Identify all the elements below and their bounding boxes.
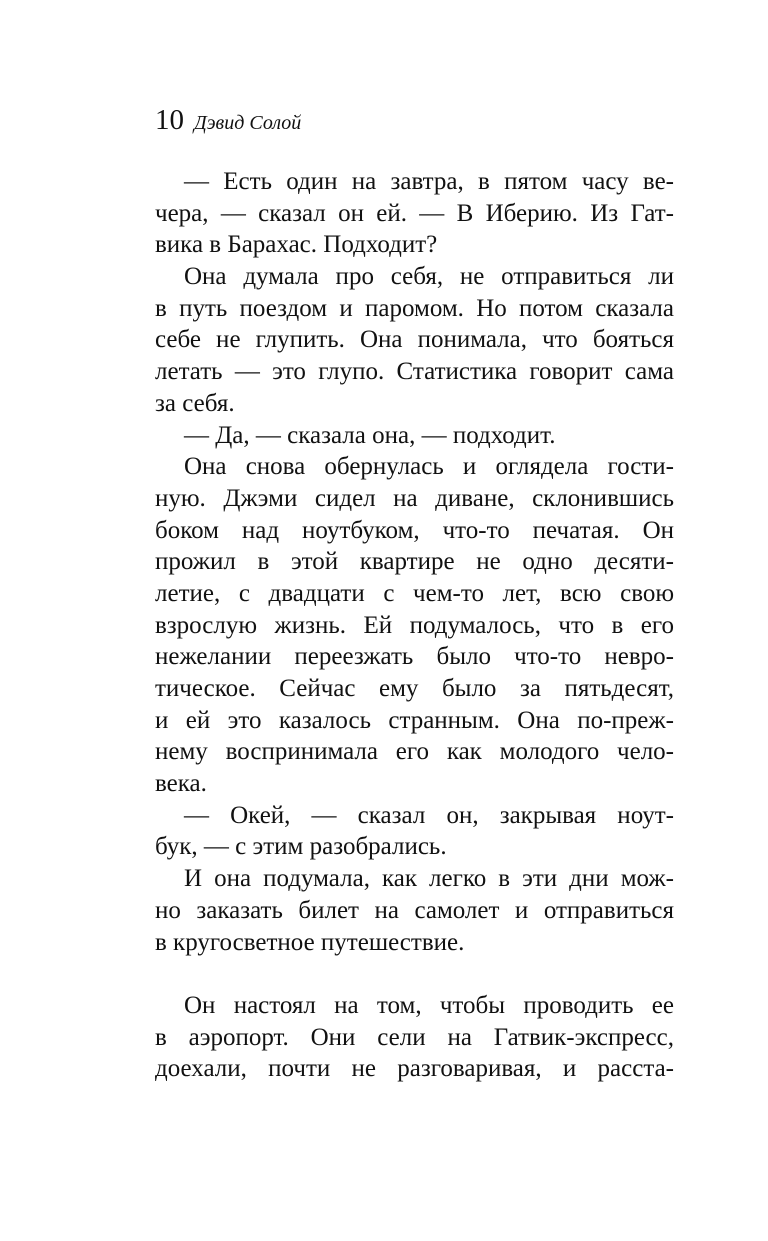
text-line: Она думала про себя, не отправиться ли [184, 263, 674, 291]
text-line: себе не глупить. Она понимала, что бояться [155, 326, 674, 354]
text-line: взрослую жизнь. Ей подумалось, что в его [155, 611, 674, 639]
paragraph [155, 451, 674, 800]
text-line: летать — это глупо. Статистика говорит сама [155, 358, 674, 386]
text-line: нежелании переезжать было что-то невро- [155, 643, 674, 671]
paragraph [155, 990, 674, 1085]
text-line: Она снова обернулась и оглядела гости- [184, 453, 674, 481]
paragraph [155, 800, 674, 863]
text-line: в аэропорт. Они сели на Гатвик-экспресс, [155, 1023, 674, 1051]
text-line: но заказать билет на самолет и отправиться [155, 896, 674, 924]
text-line: и ей это казалось странным. Она по-преж- [155, 706, 674, 734]
text-line: тическое. Сейчас ему было за пятьдесят, [155, 675, 674, 702]
text-line: И она подумала, как легко в эти дни мож- [184, 865, 674, 893]
text-line: доехали, почти не разговаривая, и расста- [155, 1055, 674, 1083]
text-line: Он настоял на том, чтобы проводить ее [184, 991, 674, 1019]
text-line: боком над ноутбуком, что-то печатая. Он [155, 516, 674, 544]
text-line: — Да, — сказала она, — подходит. [184, 421, 556, 449]
text-line: — Есть один на завтра, в пятом часу ве- [184, 168, 674, 195]
text-line: века. [155, 770, 207, 798]
text-line: чера, — сказал он ей. — В Иберию. Из Гат- [155, 199, 674, 227]
paragraph [155, 166, 674, 261]
book-author-header: Дэвид Солой [194, 112, 302, 134]
paragraph [155, 420, 674, 452]
paragraph [155, 261, 674, 419]
text-line: вика в Барахас. Подходит? [155, 231, 438, 259]
text-line: в путь поездом и паромом. Но потом сказала [155, 294, 674, 322]
text-line: нему воспринимала его как молодого чело- [155, 738, 674, 766]
text-line: за себя. [155, 389, 235, 417]
text-line: бук, — с этим разобрались. [155, 833, 447, 861]
text-line: в кругосветное путешествие. [155, 928, 465, 956]
text-line: — Окей, — сказал он, закрывая ноут- [184, 801, 674, 829]
page-number: 10 [155, 104, 184, 136]
running-head [155, 104, 301, 144]
text-line: летие, с двадцати с чем-то лет, всю свою [155, 579, 674, 607]
text-line: ную. Джэми сидел на диване, склонившись [155, 484, 674, 512]
text-line: прожил в этой квартире не одно десяти- [155, 548, 674, 576]
section-break [155, 958, 674, 990]
body-text [155, 166, 674, 1085]
paragraph [155, 863, 674, 958]
